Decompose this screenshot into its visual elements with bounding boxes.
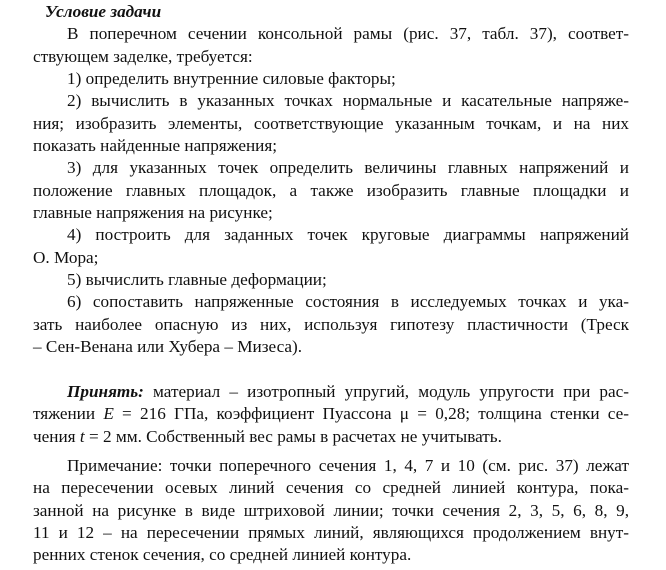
given-line-2-end: = 216 ГПа, коэффициент Пуассона μ = 0,28; толщина стенки се- bbox=[113, 404, 629, 423]
task-4-line-1: 4) построить для заданных точек круговые диаграммы напряжений bbox=[67, 225, 629, 244]
note-line-1: Примечание: точки поперечного сечения 1, 4, 7 и 10 (см. рис. 37) лежат bbox=[67, 456, 629, 475]
given-line-1-text: материал – изотропный упругий, модуль упругости при рас- bbox=[143, 382, 629, 401]
note-line-2: на пересечении осевых линий сечения со средней линией контура, пока- bbox=[33, 478, 629, 497]
modulus-symbol: E bbox=[103, 404, 114, 423]
note-line-5: ренних стенок сечения, со средней линией контура. bbox=[33, 545, 412, 564]
task-6-line-1: 6) сопоставить напряженные состояния в исследуемых точках и ука- bbox=[67, 292, 629, 311]
task-6-line-3: – Сен-Венана или Хубера – Мизеса). bbox=[33, 337, 303, 356]
task-6-line-2: зать наиболее опасную из них, используя гипотезу пластичности (Треск bbox=[33, 315, 629, 334]
given-line-3-start: чения bbox=[33, 427, 80, 446]
task-3-line-1: 3) для указанных точек определить величины главных напряжений и bbox=[67, 158, 629, 177]
given-line-2 bbox=[33, 403, 629, 425]
task-3-line-2: положение главных площадок, а также изобразить главные площадки и bbox=[33, 181, 629, 200]
note-line-4: 11 и 12 – на пересечении прямых линий, являющихся продолжением внут- bbox=[33, 523, 629, 542]
given-line-2-start: тяжении bbox=[33, 404, 104, 423]
given-line-3 bbox=[33, 426, 502, 448]
task-3-line-3: главные напряжения на рисунке; bbox=[33, 203, 273, 222]
given-line-1 bbox=[67, 381, 629, 403]
task-2-line-2: ния; изобразить элементы, соответствующие указанным точкам, и на них bbox=[33, 114, 629, 133]
intro-line-2: ствующем заделке, требуется: bbox=[33, 47, 253, 66]
given-label: Принять: bbox=[67, 382, 144, 401]
task-2-line-3: показать найденные напряжения; bbox=[33, 136, 278, 155]
section-heading: Условие задачи bbox=[45, 2, 162, 21]
task-2-line-1: 2) вычислить в указанных точках нормальные и касательные напряже- bbox=[67, 91, 629, 110]
task-1-line-1: 1) определить внутренние силовые факторы; bbox=[67, 69, 396, 88]
intro-line-1: В поперечном сечении консольной рамы (рис. 37, табл. 37), соответ- bbox=[67, 24, 629, 43]
thickness-symbol: t bbox=[79, 427, 85, 446]
task-5-line-1: 5) вычислить главные деформации; bbox=[67, 270, 327, 289]
note-line-3: занной на рисунке в виде штриховой линии; точки сечения 2, 3, 5, 6, 8, 9, bbox=[33, 501, 629, 520]
given-line-3-end: = 2 мм. Собственный вес рамы в расчетах не учитывать. bbox=[84, 427, 502, 446]
task-4-line-2: О. Мора; bbox=[33, 248, 99, 267]
